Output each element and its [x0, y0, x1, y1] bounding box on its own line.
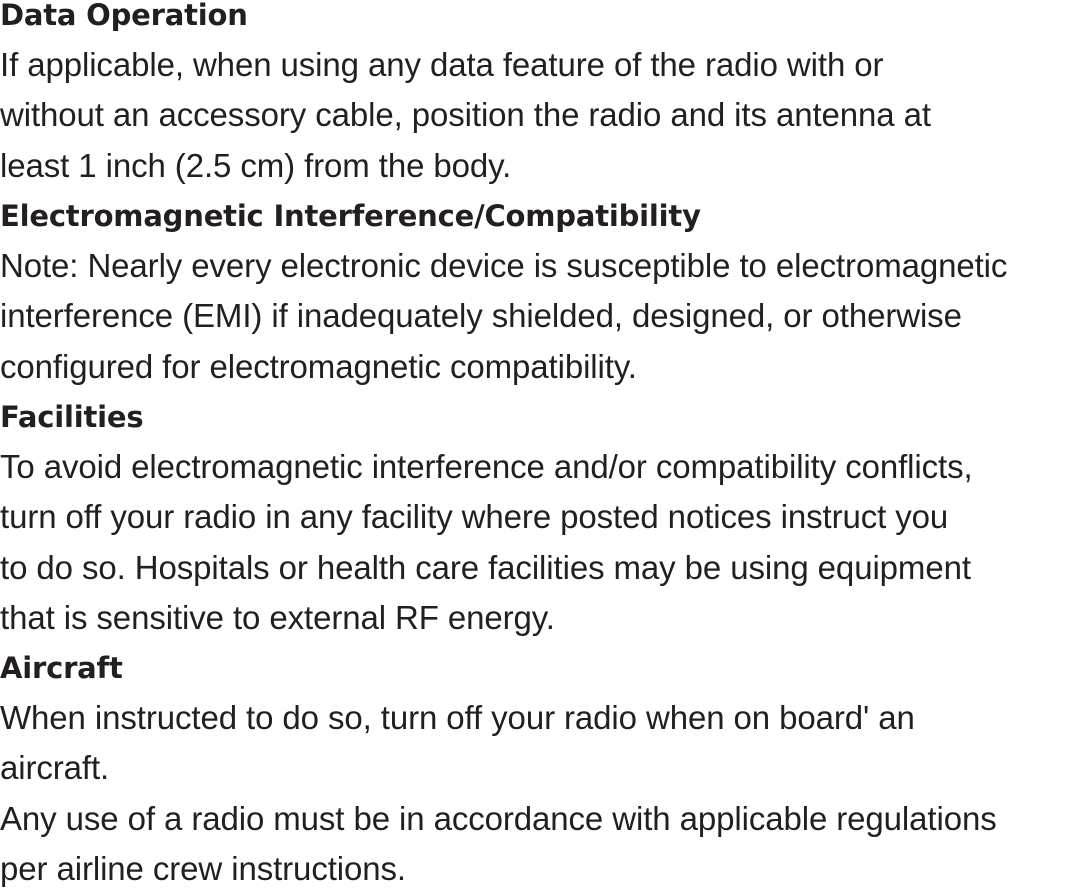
text-line: interference (EMI) if inadequately shielded, designed, or otherwise	[0, 297, 962, 335]
section-emi	[0, 191, 1007, 392]
section-aircraft	[0, 643, 997, 894]
paragraph-facilities	[0, 442, 973, 643]
text-line: per airline crew instructions.	[0, 849, 406, 887]
section-facilities	[0, 392, 973, 643]
text-line: When instructed to do so, turn off your radio when on board' an	[0, 699, 915, 736]
heading-data-operation: Data Operation	[0, 0, 248, 32]
text-line: that is sensitive to external RF energy.	[0, 598, 555, 636]
text-line: To avoid electromagnetic interference and/or compatibility conflicts,	[0, 448, 973, 485]
text-line: least 1 inch (2.5 cm) from the body.	[0, 146, 512, 184]
text-line: If applicable, when using any data feature of the radio with or	[0, 46, 884, 83]
paragraph-data-operation	[0, 40, 931, 191]
heading-aircraft: Aircraft	[0, 651, 123, 685]
paragraph-emi	[0, 241, 1007, 392]
text-line: configured for electromagnetic compatibility.	[0, 347, 637, 385]
text-line: Note: Nearly every electronic device is susceptible to electromagnetic	[0, 247, 1008, 284]
text-line: to do so. Hospitals or health care facilities may be using equipment	[0, 548, 971, 586]
section-data-operation	[0, 0, 931, 191]
heading-emi: Electromagnetic Interference/Compatibility	[0, 199, 701, 233]
heading-facilities: Facilities	[0, 400, 144, 434]
text-line: aircraft.	[0, 749, 110, 787]
text-line: without an accessory cable, position the radio and its antenna at	[0, 96, 931, 134]
text-line: Any use of a radio must be in accordance with applicable regulations	[0, 799, 997, 837]
paragraph-aircraft	[0, 693, 997, 894]
text-line: turn off your radio in any facility where posted notices instruct you	[0, 498, 949, 536]
